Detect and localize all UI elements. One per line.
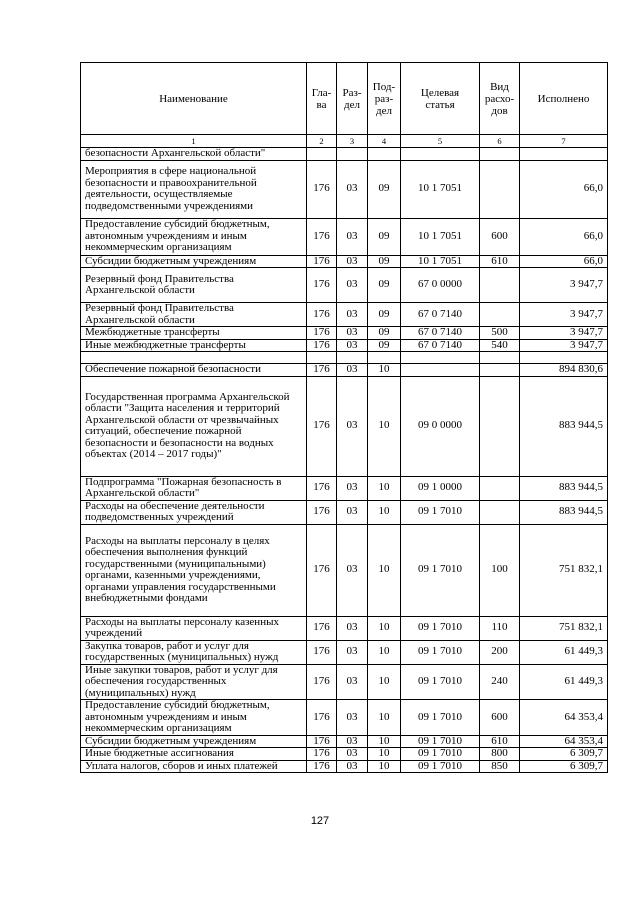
- row-razdel: 03: [337, 327, 368, 340]
- row-vid: [480, 148, 520, 161]
- table-row: [81, 303, 608, 327]
- row-razdel: 03: [337, 664, 368, 700]
- header-row: [81, 63, 608, 135]
- row-amount: 61 449,3: [520, 664, 608, 700]
- row-statya: 09 1 7010: [401, 500, 480, 524]
- row-statya: 67 0 7140: [401, 339, 480, 352]
- table-row: [81, 476, 608, 500]
- table-row: [81, 748, 608, 761]
- row-glava: 176: [307, 735, 337, 748]
- row-podrazdel: 10: [368, 524, 401, 616]
- row-podrazdel: 10: [368, 500, 401, 524]
- row-amount: 894 830,6: [520, 364, 608, 377]
- table-row: [81, 160, 608, 218]
- row-glava: 176: [307, 640, 337, 664]
- row-vid: 540: [480, 339, 520, 352]
- row-amount: 61 449,3: [520, 640, 608, 664]
- row-name: [81, 352, 307, 364]
- table-row: [81, 364, 608, 377]
- row-statya: 67 0 7140: [401, 327, 480, 340]
- row-statya: 09 0 0000: [401, 376, 480, 476]
- table-row: [81, 524, 608, 616]
- row-podrazdel: 10: [368, 364, 401, 377]
- column-number: 6: [480, 135, 520, 148]
- header-vid: Вид расхо- дов: [480, 63, 520, 135]
- header-podrazdel: Под- раз- дел: [368, 63, 401, 135]
- row-podrazdel: [368, 148, 401, 161]
- row-glava: 176: [307, 616, 337, 640]
- row-statya: 09 1 7010: [401, 524, 480, 616]
- row-statya: [401, 352, 480, 364]
- row-name: Иные межбюджетные трансферты: [81, 339, 307, 352]
- row-razdel: 03: [337, 760, 368, 773]
- row-amount: [520, 148, 608, 161]
- row-razdel: 03: [337, 339, 368, 352]
- row-podrazdel: 10: [368, 760, 401, 773]
- row-name: Обеспечение пожарной безопасности: [81, 364, 307, 377]
- row-name: Закупка товаров, работ и услуг для государственных (муниципальных) нужд: [81, 640, 307, 664]
- row-glava: 176: [307, 476, 337, 500]
- header-glava: Гла- ва: [307, 63, 337, 135]
- row-razdel: 03: [337, 303, 368, 327]
- row-statya: 10 1 7051: [401, 160, 480, 218]
- row-name: Иные закупки товаров, работ и услуг для обеспечения государственных (муниципальных) нужд: [81, 664, 307, 700]
- row-razdel: 03: [337, 376, 368, 476]
- row-statya: 10 1 7051: [401, 218, 480, 255]
- table-row: [81, 255, 608, 268]
- row-razdel: 03: [337, 616, 368, 640]
- row-statya: 09 1 7010: [401, 735, 480, 748]
- row-statya: 09 1 7010: [401, 700, 480, 736]
- row-glava: 176: [307, 339, 337, 352]
- row-statya: [401, 148, 480, 161]
- row-vid: 100: [480, 524, 520, 616]
- row-glava: 176: [307, 748, 337, 761]
- row-statya: 09 1 7010: [401, 664, 480, 700]
- row-glava: [307, 148, 337, 161]
- row-amount: 883 944,5: [520, 376, 608, 476]
- row-amount: 64 353,4: [520, 735, 608, 748]
- row-statya: 67 0 7140: [401, 303, 480, 327]
- column-number: 7: [520, 135, 608, 148]
- table-row: [81, 327, 608, 340]
- row-razdel: [337, 148, 368, 161]
- column-number: 2: [307, 135, 337, 148]
- row-vid: [480, 364, 520, 377]
- row-razdel: 03: [337, 640, 368, 664]
- row-podrazdel: 09: [368, 327, 401, 340]
- row-statya: 10 1 7051: [401, 255, 480, 268]
- row-glava: 176: [307, 268, 337, 303]
- header-razdel: Раз- дел: [337, 63, 368, 135]
- row-glava: 176: [307, 160, 337, 218]
- row-podrazdel: 10: [368, 664, 401, 700]
- row-name: Подпрограмма "Пожарная безопасность в Архангельской области": [81, 476, 307, 500]
- row-name: Мероприятия в сфере национальной безопасности и правоохранительной деятельности, осуществляемые подведомственными учреждениями: [81, 160, 307, 218]
- row-podrazdel: 09: [368, 303, 401, 327]
- column-number: 3: [337, 135, 368, 148]
- header-statya: Целевая статья: [401, 63, 480, 135]
- row-razdel: 03: [337, 255, 368, 268]
- table-row: [81, 760, 608, 773]
- row-amount: 66,0: [520, 160, 608, 218]
- table-row: [81, 700, 608, 736]
- row-glava: 176: [307, 364, 337, 377]
- row-razdel: 03: [337, 364, 368, 377]
- row-vid: [480, 376, 520, 476]
- row-vid: 500: [480, 327, 520, 340]
- row-podrazdel: 10: [368, 748, 401, 761]
- header-amount: Исполнено: [520, 63, 608, 135]
- row-amount: 3 947,7: [520, 303, 608, 327]
- row-statya: 09 1 7010: [401, 640, 480, 664]
- row-amount: [520, 352, 608, 364]
- row-vid: 600: [480, 218, 520, 255]
- row-razdel: 03: [337, 524, 368, 616]
- table-row: [81, 376, 608, 476]
- row-name: Резервный фонд Правительства Архангельской области: [81, 268, 307, 303]
- row-vid: [480, 500, 520, 524]
- row-podrazdel: 10: [368, 476, 401, 500]
- row-podrazdel: 10: [368, 700, 401, 736]
- row-glava: [307, 352, 337, 364]
- row-glava: 176: [307, 700, 337, 736]
- row-name: Предоставление субсидий бюджетным, автономным учреждениям и иным некоммерческим организациям: [81, 700, 307, 736]
- row-vid: 600: [480, 700, 520, 736]
- row-name: Иные бюджетные ассигнования: [81, 748, 307, 761]
- row-amount: 3 947,7: [520, 327, 608, 340]
- row-vid: 200: [480, 640, 520, 664]
- row-glava: 176: [307, 500, 337, 524]
- row-razdel: 03: [337, 160, 368, 218]
- budget-table: [80, 62, 608, 773]
- row-name: Расходы на обеспечение деятельности подведомственных учреждений: [81, 500, 307, 524]
- row-name: Резервный фонд Правительства Архангельской области: [81, 303, 307, 327]
- row-name: Субсидии бюджетным учреждениям: [81, 255, 307, 268]
- row-name: Субсидии бюджетным учреждениям: [81, 735, 307, 748]
- table-row: [81, 664, 608, 700]
- row-glava: 176: [307, 327, 337, 340]
- row-statya: 09 1 0000: [401, 476, 480, 500]
- row-vid: 110: [480, 616, 520, 640]
- row-amount: 751 832,1: [520, 524, 608, 616]
- row-glava: 176: [307, 303, 337, 327]
- row-glava: 176: [307, 376, 337, 476]
- row-name: Государственная программа Архангельской области "Защита населения и территорий Архангельской области от чрезвычайных ситуаций, обеспечение пожарной безопасности и безопасности на водных объектах (2014 – 2017 годы)": [81, 376, 307, 476]
- row-podrazdel: 10: [368, 376, 401, 476]
- row-amount: 3 947,7: [520, 268, 608, 303]
- table-row: [81, 500, 608, 524]
- row-podrazdel: 09: [368, 160, 401, 218]
- table-row: [81, 735, 608, 748]
- table-row: [81, 352, 608, 364]
- row-vid: 610: [480, 255, 520, 268]
- row-amount: 751 832,1: [520, 616, 608, 640]
- header-name: Наименование: [81, 63, 307, 135]
- table-row: [81, 218, 608, 255]
- row-vid: 800: [480, 748, 520, 761]
- row-statya: 09 1 7010: [401, 616, 480, 640]
- row-glava: 176: [307, 218, 337, 255]
- table-row: [81, 268, 608, 303]
- table-row: [81, 616, 608, 640]
- row-podrazdel: 10: [368, 616, 401, 640]
- row-razdel: 03: [337, 500, 368, 524]
- row-razdel: 03: [337, 700, 368, 736]
- row-name: Расходы на выплаты персоналу казенных учреждений: [81, 616, 307, 640]
- row-podrazdel: 10: [368, 735, 401, 748]
- row-amount: 64 353,4: [520, 700, 608, 736]
- row-podrazdel: [368, 352, 401, 364]
- row-vid: 850: [480, 760, 520, 773]
- column-number: 4: [368, 135, 401, 148]
- row-amount: 66,0: [520, 218, 608, 255]
- row-name: Уплата налогов, сборов и иных платежей: [81, 760, 307, 773]
- row-vid: [480, 352, 520, 364]
- row-razdel: 03: [337, 735, 368, 748]
- row-glava: 176: [307, 255, 337, 268]
- row-statya: 09 1 7010: [401, 760, 480, 773]
- table-row: [81, 148, 608, 161]
- row-amount: 883 944,5: [520, 476, 608, 500]
- row-amount: 3 947,7: [520, 339, 608, 352]
- row-podrazdel: 09: [368, 339, 401, 352]
- row-podrazdel: 10: [368, 640, 401, 664]
- row-statya: [401, 364, 480, 377]
- row-razdel: 03: [337, 218, 368, 255]
- row-razdel: [337, 352, 368, 364]
- row-vid: [480, 476, 520, 500]
- row-vid: [480, 160, 520, 218]
- row-podrazdel: 09: [368, 218, 401, 255]
- row-name: Межбюджетные трансферты: [81, 327, 307, 340]
- column-number: 5: [401, 135, 480, 148]
- row-vid: 240: [480, 664, 520, 700]
- row-glava: 176: [307, 664, 337, 700]
- column-number-row: [81, 135, 608, 148]
- row-glava: 176: [307, 524, 337, 616]
- row-statya: 67 0 0000: [401, 268, 480, 303]
- row-amount: 66,0: [520, 255, 608, 268]
- row-vid: [480, 303, 520, 327]
- row-podrazdel: 09: [368, 255, 401, 268]
- row-name: Расходы на выплаты персоналу в целях обеспечения выполнения функций государственными (муниципальными) органами, казенными учреждениями, органами управления государственными внебюджетными фондами: [81, 524, 307, 616]
- row-statya: 09 1 7010: [401, 748, 480, 761]
- row-name: Предоставление субсидий бюджетным, автономным учреждениям и иным некоммерческим организациям: [81, 218, 307, 255]
- row-amount: 883 944,5: [520, 500, 608, 524]
- table-row: [81, 640, 608, 664]
- table-row: [81, 339, 608, 352]
- row-name: безопасности Архангельской области": [81, 148, 307, 161]
- row-razdel: 03: [337, 476, 368, 500]
- column-number: 1: [81, 135, 307, 148]
- row-amount: 6 309,7: [520, 760, 608, 773]
- row-razdel: 03: [337, 748, 368, 761]
- row-podrazdel: 09: [368, 268, 401, 303]
- row-glava: 176: [307, 760, 337, 773]
- table-body: [81, 148, 608, 773]
- row-vid: 610: [480, 735, 520, 748]
- row-vid: [480, 268, 520, 303]
- row-amount: 6 309,7: [520, 748, 608, 761]
- page-number: 127: [310, 815, 330, 827]
- row-razdel: 03: [337, 268, 368, 303]
